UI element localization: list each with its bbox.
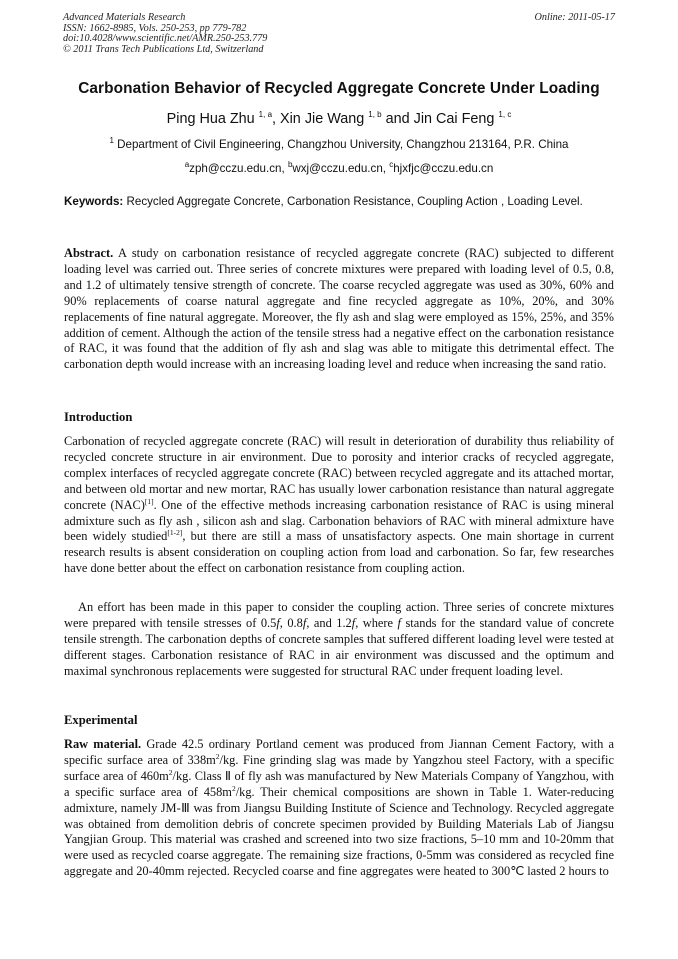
superscript: 2 (168, 767, 173, 777)
doi-line: doi:10.4028/www.scientific.net/AMR.250-253.779 (63, 33, 268, 45)
symbol-f: f (351, 615, 356, 630)
email-superscript: c (389, 160, 394, 170)
citation: [1-2] (167, 528, 183, 538)
keywords-text: Recycled Aggregate Concrete, Carbonation Resistance, Coupling Action , Loading Level. (126, 195, 583, 208)
author-superscript: 1, b (368, 110, 382, 120)
paper-title: Carbonation Behavior of Recycled Aggregate Concrete Under Loading (78, 80, 600, 97)
copyright-line: © 2011 Trans Tech Publications Ltd, Switzerland (63, 43, 264, 55)
issn-line: ISSN: 1662-8985, Vols. 250-253, pp 779-782 (63, 22, 247, 34)
affiliation (40, 138, 638, 151)
keywords (64, 194, 614, 210)
section-heading-introduction: Introduction (64, 410, 133, 424)
author-superscript: 1, c (498, 110, 512, 120)
abstract-text: A study on carbonation resistance of recycled aggregate concrete (RAC) subjected to different loading level was carried out. Three series of concrete mixtures were prepared with loading level of 0.5, 0.8, and 1.2 of ultimately tensive strength of concrete. The coarse recycled aggregate was used as 30%, 60% and 90% replacements of coarse natural aggregate and fine recycled aggregate as 10%, 20%, and 30% replacements of fine natural aggregate. Moreover, the fly ash and slag were employed as 15%, 25%, and 35% addition of cement. Although the action of the tensile stress had a negative effect on the carbonation resistance of RAC, it was found that the addition of fly ash and slag was able to mitigate this detrimental effect. The carbonation depth would increase with an increasing loading level and reduce when increasing the sand ratio. (64, 246, 614, 372)
author-superscript: 1, a (258, 110, 273, 120)
email-link[interactable]: zph@cczu.edu.cn, (189, 162, 285, 175)
citation: [1] (144, 496, 154, 506)
symbol-f: f (276, 615, 280, 630)
affiliation-text: Department of Civil Engineering, Changzhou University, Changzhou 213164, P.R. China (117, 138, 569, 151)
intro-paragraph-2 (64, 600, 614, 680)
email-link[interactable]: hjxfjc@cczu.edu.cn (393, 162, 494, 175)
affiliation-superscript: 1 (109, 136, 114, 146)
author-list: Ping Hua Zhu $^{1, a}$, Xin Jie Wang $^{1, b}$ and Jin Cai Feng $^{1, c}$ (166, 110, 512, 127)
symbol-f: f (302, 615, 307, 630)
paragraph-text: Grade 42.5 ordinary Portland cement was produced from Jiannan Cement Factory, with a specific surface area of 338m (64, 737, 614, 767)
paragraph-text: /kg. Fine grinding slag was made by Yangzhou steel Factory, with a specific surface area of 460m (64, 752, 614, 783)
paragraph-text: , but there are still a mass of unsatisfactory aspects. One main shortage in current research results is absent consideration on coupling action from load and carbonation. So far, few researches have done better about the effect on carbonation resistance from coupling action. (64, 529, 614, 576)
paragraph-text: /kg. Their chemical compositions are shown in Table 1. Water-reducing admixture, namely JM-Ⅲ was from Jiangsu Building Institute of Science and Technology. Recycled aggregate was obtained from demolition debris of concrete specimen provided by Building Materials Lab of Jiangsu Yangjian Group. This material was crashed and screened into two size fractions, 5–10 mm and 10-20mm that were used as recycled coarse aggregate. The remaining size fractions, 0-5mm was considered as recycled fine aggregate and 20-40mm rejected. Recycled coarse and fine aggregates were heated to 300℃ lasted 2 hours to (64, 784, 614, 879)
paragraph-text: Carbonation of recycled aggregate concrete (RAC) will result in deterioration of durability thus reliability of recycled concrete structure in air environment. Due to porosity and interior cracks of recycled aggregate, complex interfaces of recycled aggregate concrete (RAC) between recycled aggregate and its attached mortar, and between old mortar and new mortar, RAC has usually lower carbonation resistance than natural aggregate concrete (NAC) (64, 434, 614, 512)
superscript: 2 (215, 751, 220, 761)
email-superscript: b (287, 160, 293, 170)
subsection-label: Raw material. (64, 737, 142, 751)
paragraph-text: An effort has been made in this paper to consider the coupling action. Three series of concrete mixtures were prepared with tensile stresses of 0.5 (64, 600, 614, 630)
email-list (40, 162, 638, 175)
author-name: Ping Hua Zhu (166, 111, 255, 127)
experimental-paragraph (64, 737, 614, 880)
author-conjunction: and (385, 111, 410, 127)
intro-paragraph-1 (64, 434, 614, 577)
section-heading-experimental: Experimental (64, 713, 138, 727)
paragraph-text: , where (355, 615, 394, 630)
email-link[interactable]: wxj@cczu.edu.cn, (292, 162, 386, 175)
paragraph-text: , and 1.2 (306, 615, 352, 630)
paragraph-text: stands for the standard value of concrete tensile strength. The carbonation depths of concrete samples that suffered different loading level were tested at different stages. Carbonation resistance of RAC in air environment was discussed and the optimum and maximal synchronous replacements were suggested for structural RAC under frequent loading level. (64, 615, 615, 678)
author-name: Xin Jie Wang (280, 111, 365, 127)
abstract (64, 246, 614, 373)
author-name: Jin Cai Feng (413, 111, 495, 127)
paragraph-text: . One of the effective methods increasing carbonation resistance of RAC is using mineral admixture such as fly ash , silicon ash and slag. Carbonation behaviors of RAC with mineral admixture have been widely studied (64, 497, 615, 544)
journal-header (63, 13, 615, 55)
keywords-label: Keywords: (64, 195, 124, 208)
abstract-label: Abstract. (64, 246, 114, 260)
paragraph-text: , 0.8 (279, 615, 303, 630)
symbol-f: f (397, 615, 401, 630)
journal-name: Advanced Materials Research (63, 12, 186, 23)
online-date: Online: 2011-05-17 (534, 12, 615, 23)
paragraph-text: /kg. Class Ⅱ of fly ash was manufactured by New Materials Company of Yangzhou, with a specific surface area of 458m (64, 768, 614, 799)
superscript: 2 (231, 783, 236, 793)
email-superscript: a (184, 160, 190, 170)
